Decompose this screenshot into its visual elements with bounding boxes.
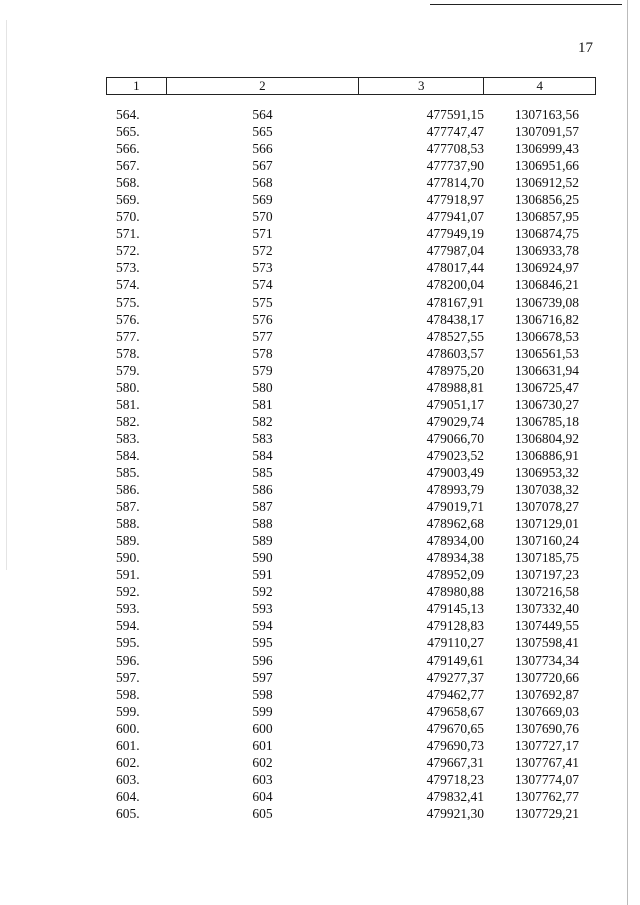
y-coordinate-cell: 1307692,87 <box>514 686 579 702</box>
point-id-cell: 603 <box>252 771 273 787</box>
y-coordinate-cell: 1307720,66 <box>514 669 579 685</box>
x-coordinate-cell: 478934,00 <box>426 533 484 549</box>
table-row <box>106 208 596 225</box>
y-coordinate-cell: 1306951,66 <box>514 158 579 174</box>
y-coordinate-cell: 1307216,58 <box>514 584 579 600</box>
point-id-cell: 573 <box>252 260 273 276</box>
point-number-cell: 601. <box>116 737 140 753</box>
point-number-cell: 598. <box>116 686 140 702</box>
table-row <box>106 532 596 549</box>
y-coordinate-cell: 1307160,24 <box>514 533 579 549</box>
y-coordinate-cell: 1307762,77 <box>514 788 579 804</box>
table-row <box>106 634 596 651</box>
point-number-cell: 578. <box>116 345 140 361</box>
y-coordinate-cell: 1306730,27 <box>514 396 579 412</box>
y-coordinate-cell: 1307197,23 <box>514 567 579 583</box>
point-id-cell: 599 <box>252 703 273 719</box>
table-row <box>106 413 596 430</box>
point-number-cell: 602. <box>116 754 140 770</box>
y-coordinate-cell: 1307449,55 <box>514 618 579 634</box>
y-coordinate-cell: 1306999,43 <box>514 141 579 157</box>
point-number-cell: 599. <box>116 703 140 719</box>
point-id-cell: 586 <box>252 482 273 498</box>
y-coordinate-cell: 1307129,01 <box>514 516 579 532</box>
x-coordinate-cell: 478988,81 <box>426 379 484 395</box>
table-row <box>106 805 596 822</box>
y-coordinate-cell: 1306874,75 <box>514 226 579 242</box>
point-number-cell: 569. <box>116 192 140 208</box>
point-id-cell: 577 <box>252 328 273 344</box>
x-coordinate-cell: 477747,47 <box>426 124 484 140</box>
point-id-cell: 568 <box>252 175 273 191</box>
y-coordinate-cell: 1306856,25 <box>514 192 579 208</box>
point-id-cell: 593 <box>252 601 273 617</box>
x-coordinate-cell: 479690,73 <box>426 737 484 753</box>
x-coordinate-cell: 479921,30 <box>426 805 484 821</box>
point-number-cell: 592. <box>116 584 140 600</box>
point-number-cell: 581. <box>116 396 140 412</box>
y-coordinate-cell: 1306953,32 <box>514 464 579 480</box>
point-id-cell: 579 <box>252 362 273 378</box>
x-coordinate-cell: 478527,55 <box>426 328 484 344</box>
x-coordinate-cell: 478934,38 <box>426 550 484 566</box>
x-coordinate-cell: 477918,97 <box>426 192 484 208</box>
scan-artifact-line <box>6 20 7 570</box>
point-number-cell: 572. <box>116 243 140 259</box>
x-coordinate-cell: 479277,37 <box>426 669 484 685</box>
point-number-cell: 580. <box>116 379 140 395</box>
x-coordinate-cell: 479832,41 <box>426 788 484 804</box>
x-coordinate-cell: 477737,90 <box>426 158 484 174</box>
point-number-cell: 590. <box>116 550 140 566</box>
x-coordinate-cell: 478980,88 <box>426 584 484 600</box>
x-coordinate-cell: 479128,83 <box>426 618 484 634</box>
point-id-cell: 590 <box>252 550 273 566</box>
table-row <box>106 140 596 157</box>
point-id-cell: 598 <box>252 686 273 702</box>
point-id-cell: 576 <box>252 311 273 327</box>
table-row <box>106 328 596 345</box>
x-coordinate-cell: 479670,65 <box>426 720 484 736</box>
x-coordinate-cell: 479029,74 <box>426 413 484 429</box>
y-coordinate-cell: 1306739,08 <box>514 294 579 310</box>
point-id-cell: 569 <box>252 192 273 208</box>
x-coordinate-cell: 477591,15 <box>426 107 484 122</box>
point-id-cell: 580 <box>252 379 273 395</box>
point-number-cell: 583. <box>116 430 140 446</box>
y-coordinate-cell: 1306678,53 <box>514 328 579 344</box>
table-row <box>106 311 596 328</box>
point-id-cell: 575 <box>252 294 273 310</box>
point-number-cell: 582. <box>116 413 140 429</box>
table-row <box>106 600 596 617</box>
table-header <box>106 77 596 95</box>
point-number-cell: 604. <box>116 788 140 804</box>
page-number: 17 <box>578 40 593 56</box>
point-number-cell: 586. <box>116 482 140 498</box>
table-row <box>106 447 596 464</box>
x-coordinate-cell: 478952,09 <box>426 567 484 583</box>
point-number-cell: 564. <box>116 107 140 122</box>
table-row <box>106 566 596 583</box>
table-row <box>106 379 596 396</box>
x-coordinate-cell: 477949,19 <box>426 226 484 242</box>
table-row <box>106 174 596 191</box>
point-id-cell: 594 <box>252 618 273 634</box>
point-id-cell: 566 <box>252 141 273 157</box>
x-coordinate-cell: 479023,52 <box>426 447 484 463</box>
table-row <box>106 771 596 788</box>
column-header-1: 1 <box>107 78 167 94</box>
y-coordinate-cell: 1307598,41 <box>514 635 579 651</box>
column-header-3: 3 <box>359 78 484 94</box>
point-id-cell: 567 <box>252 158 273 174</box>
x-coordinate-cell: 477941,07 <box>426 209 484 225</box>
x-coordinate-cell: 478993,79 <box>426 482 484 498</box>
y-coordinate-cell: 1307038,32 <box>514 482 579 498</box>
point-number-cell: 600. <box>116 720 140 736</box>
table-row <box>106 703 596 720</box>
point-number-cell: 589. <box>116 533 140 549</box>
table-row <box>106 362 596 379</box>
x-coordinate-cell: 478200,04 <box>426 277 484 293</box>
x-coordinate-cell: 478167,91 <box>426 294 484 310</box>
point-id-cell: 596 <box>252 652 273 668</box>
x-coordinate-cell: 477987,04 <box>426 243 484 259</box>
point-id-cell: 584 <box>252 447 273 463</box>
table-row <box>106 737 596 754</box>
y-coordinate-cell: 1307669,03 <box>514 703 579 719</box>
x-coordinate-cell: 478975,20 <box>426 362 484 378</box>
table-row <box>106 225 596 242</box>
table-row <box>106 191 596 208</box>
y-coordinate-cell: 1306857,95 <box>514 209 579 225</box>
y-coordinate-cell: 1307690,76 <box>514 720 579 736</box>
point-number-cell: 584. <box>116 447 140 463</box>
point-number-cell: 588. <box>116 516 140 532</box>
table-row <box>106 498 596 515</box>
x-coordinate-cell: 477708,53 <box>426 141 484 157</box>
y-coordinate-cell: 1306631,94 <box>514 362 579 378</box>
x-coordinate-cell: 479051,17 <box>426 396 484 412</box>
point-number-cell: 570. <box>116 209 140 225</box>
point-id-cell: 572 <box>252 243 273 259</box>
point-id-cell: 602 <box>252 754 273 770</box>
table-row <box>106 430 596 447</box>
column-header-4: 4 <box>536 78 543 93</box>
x-coordinate-cell: 478962,68 <box>426 516 484 532</box>
table-row <box>106 549 596 566</box>
table-row <box>106 294 596 311</box>
table-row <box>106 276 596 293</box>
point-id-cell: 583 <box>252 430 273 446</box>
point-id-cell: 605 <box>252 805 273 821</box>
point-id-cell: 589 <box>252 533 273 549</box>
table-row <box>106 583 596 600</box>
table-row <box>106 617 596 634</box>
y-coordinate-cell: 1306716,82 <box>514 311 579 327</box>
point-id-cell: 604 <box>252 788 273 804</box>
table-row <box>106 259 596 276</box>
column-header-2: 2 <box>167 78 359 94</box>
top-rule <box>430 4 622 5</box>
point-number-cell: 585. <box>116 464 140 480</box>
table-row <box>106 242 596 259</box>
y-coordinate-cell: 1306804,92 <box>514 430 579 446</box>
table-row <box>106 157 596 174</box>
y-coordinate-cell: 1306785,18 <box>514 413 579 429</box>
table-row <box>106 754 596 771</box>
y-coordinate-cell: 1306561,53 <box>514 345 579 361</box>
table-row <box>106 345 596 362</box>
point-id-cell: 597 <box>252 669 273 685</box>
x-coordinate-cell: 479667,31 <box>426 754 484 770</box>
point-id-cell: 595 <box>252 635 273 651</box>
point-id-cell: 581 <box>252 396 273 412</box>
y-coordinate-cell: 1306924,97 <box>514 260 579 276</box>
point-id-cell: 564 <box>252 107 273 122</box>
point-number-cell: 577. <box>116 328 140 344</box>
point-number-cell: 574. <box>116 277 140 293</box>
point-id-cell: 585 <box>252 464 273 480</box>
y-coordinate-cell: 1306933,78 <box>514 243 579 259</box>
point-number-cell: 565. <box>116 124 140 140</box>
point-number-cell: 579. <box>116 362 140 378</box>
point-number-cell: 594. <box>116 618 140 634</box>
table-row <box>106 464 596 481</box>
point-number-cell: 566. <box>116 141 140 157</box>
y-coordinate-cell: 1307729,21 <box>514 805 579 821</box>
point-id-cell: 582 <box>252 413 273 429</box>
point-number-cell: 573. <box>116 260 140 276</box>
table-row <box>106 515 596 532</box>
x-coordinate-cell: 478017,44 <box>426 260 484 276</box>
y-coordinate-cell: 1307078,27 <box>514 499 579 515</box>
table-row <box>106 720 596 737</box>
point-number-cell: 568. <box>116 175 140 191</box>
point-id-cell: 565 <box>252 124 273 140</box>
y-coordinate-cell: 1307185,75 <box>514 550 579 566</box>
point-number-cell: 603. <box>116 771 140 787</box>
y-coordinate-cell: 1307727,17 <box>514 737 579 753</box>
point-id-cell: 570 <box>252 209 273 225</box>
point-number-cell: 567. <box>116 158 140 174</box>
point-id-cell: 592 <box>252 584 273 600</box>
point-number-cell: 595. <box>116 635 140 651</box>
table-row <box>106 669 596 686</box>
x-coordinate-cell: 479149,61 <box>426 652 484 668</box>
point-number-cell: 593. <box>116 601 140 617</box>
table-row <box>106 788 596 805</box>
point-number-cell: 575. <box>116 294 140 310</box>
y-coordinate-cell: 1306886,91 <box>514 447 579 463</box>
y-coordinate-cell: 1307734,34 <box>514 652 579 668</box>
table-row <box>106 481 596 498</box>
point-id-cell: 601 <box>252 737 273 753</box>
y-coordinate-cell: 1306912,52 <box>514 175 579 191</box>
point-id-cell: 574 <box>252 277 273 293</box>
table-row <box>106 396 596 413</box>
point-id-cell: 578 <box>252 345 273 361</box>
y-coordinate-cell: 1306846,21 <box>514 277 579 293</box>
table-row <box>106 123 596 140</box>
page-edge-line <box>627 0 628 905</box>
y-coordinate-cell: 1307774,07 <box>514 771 579 787</box>
y-coordinate-cell: 1307767,41 <box>514 754 579 770</box>
x-coordinate-cell: 479066,70 <box>426 430 484 446</box>
x-coordinate-cell: 479019,71 <box>426 499 484 515</box>
y-coordinate-cell: 1307163,56 <box>514 107 579 122</box>
table-row <box>106 106 596 123</box>
point-number-cell: 597. <box>116 669 140 685</box>
table-row <box>106 686 596 703</box>
coordinates-table-body <box>106 106 596 822</box>
point-id-cell: 591 <box>252 567 273 583</box>
point-id-cell: 600 <box>252 720 273 736</box>
x-coordinate-cell: 478438,17 <box>426 311 484 327</box>
point-number-cell: 596. <box>116 652 140 668</box>
x-coordinate-cell: 479003,49 <box>426 464 484 480</box>
y-coordinate-cell: 1307091,57 <box>514 124 579 140</box>
x-coordinate-cell: 479658,67 <box>426 703 484 719</box>
x-coordinate-cell: 478603,57 <box>426 345 484 361</box>
table-row <box>106 652 596 669</box>
point-number-cell: 591. <box>116 567 140 583</box>
x-coordinate-cell: 479718,23 <box>426 771 484 787</box>
point-id-cell: 571 <box>252 226 273 242</box>
point-id-cell: 588 <box>252 516 273 532</box>
x-coordinate-cell: 477814,70 <box>426 175 484 191</box>
y-coordinate-cell: 1306725,47 <box>514 379 579 395</box>
point-number-cell: 571. <box>116 226 140 242</box>
point-number-cell: 587. <box>116 499 140 515</box>
x-coordinate-cell: 479145,13 <box>426 601 484 617</box>
x-coordinate-cell: 479110,27 <box>427 635 484 651</box>
point-number-cell: 576. <box>116 311 140 327</box>
y-coordinate-cell: 1307332,40 <box>514 601 579 617</box>
point-number-cell: 605. <box>116 805 140 821</box>
point-id-cell: 587 <box>252 499 273 515</box>
x-coordinate-cell: 479462,77 <box>426 686 484 702</box>
